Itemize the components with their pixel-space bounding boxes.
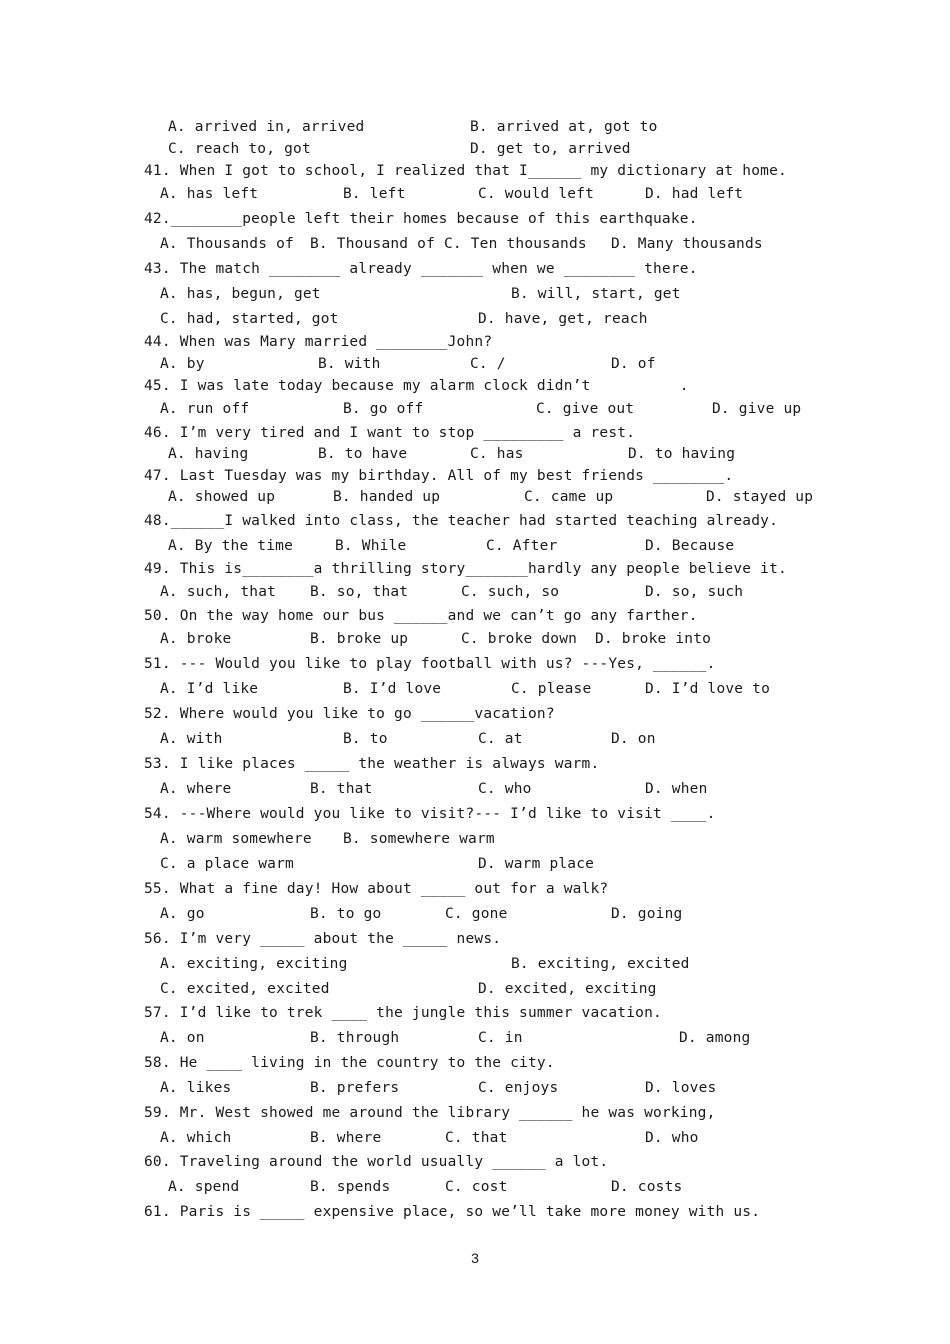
answer-option: C. please bbox=[511, 681, 592, 697]
answer-option: A. on bbox=[160, 1030, 205, 1046]
question-text: 46. I’m very tired and I want to stop _________ a rest. bbox=[144, 425, 636, 441]
answer-option: A. I’d like bbox=[160, 681, 259, 697]
answer-option: C. who bbox=[478, 781, 532, 797]
answer-option: C. at bbox=[478, 731, 523, 747]
answer-option: A. where bbox=[160, 781, 232, 797]
answer-option: D. on bbox=[611, 731, 656, 747]
answer-option: B. prefers bbox=[310, 1080, 400, 1096]
answer-option: B. with bbox=[318, 356, 381, 372]
answer-option: D. give up bbox=[712, 401, 802, 417]
question-text: 44. When was Mary married ________John? bbox=[144, 334, 493, 350]
answer-option: B. where bbox=[310, 1130, 382, 1146]
answer-option: B. somewhere warm bbox=[343, 831, 495, 847]
answer-option: C. After bbox=[486, 538, 558, 554]
answer-option: D. I’d love to bbox=[645, 681, 771, 697]
answer-option: C. gone bbox=[445, 906, 508, 922]
answer-option: A. arrived in, arrived bbox=[168, 119, 365, 135]
answer-option: D. so, such bbox=[645, 584, 744, 600]
answer-option: A. showed up bbox=[168, 489, 276, 505]
answer-option: A. which bbox=[160, 1130, 232, 1146]
answer-option: D. Many thousands bbox=[611, 236, 763, 252]
answer-option: D. have, get, reach bbox=[478, 311, 648, 327]
answer-option: A. having bbox=[168, 446, 249, 462]
answer-option: B. through bbox=[310, 1030, 400, 1046]
answer-option: B. that bbox=[310, 781, 373, 797]
answer-option: C. enjoys bbox=[478, 1080, 559, 1096]
answer-option: D. had left bbox=[645, 186, 744, 202]
answer-option: C. had, started, got bbox=[160, 311, 339, 327]
answer-option: A. Thousands of bbox=[160, 236, 294, 252]
answer-option: C. came up bbox=[524, 489, 614, 505]
question-text: 43. The match ________ already _______ when we ________ there. bbox=[144, 261, 698, 277]
answer-option: B. left bbox=[343, 186, 406, 202]
answer-option: A. go bbox=[160, 906, 205, 922]
answer-option: B. go off bbox=[343, 401, 424, 417]
answer-option: B. I’d love bbox=[343, 681, 442, 697]
answer-option: B. arrived at, got to bbox=[470, 119, 658, 135]
answer-option: D. excited, exciting bbox=[478, 981, 657, 997]
answer-option: D. among bbox=[679, 1030, 751, 1046]
answer-option: B. handed up bbox=[333, 489, 441, 505]
question-text: 54. ---Where would you like to visit?--- I’d like to visit ____. bbox=[144, 806, 716, 822]
answer-option: B. exciting, excited bbox=[511, 956, 690, 972]
answer-option: A. By the time bbox=[168, 538, 294, 554]
answer-option: C. that bbox=[445, 1130, 508, 1146]
question-text: 59. Mr. West showed me around the library ______ he was working, bbox=[144, 1105, 716, 1121]
question-text: 47. Last Tuesday was my birthday. All of my best friends ________. bbox=[144, 468, 734, 484]
question-text: 61. Paris is _____ expensive place, so we’ll take more money with us. bbox=[144, 1204, 761, 1220]
answer-option: D. get to, arrived bbox=[470, 141, 631, 157]
answer-option: A. with bbox=[160, 731, 223, 747]
answer-option: C. in bbox=[478, 1030, 523, 1046]
answer-option: C. reach to, got bbox=[168, 141, 311, 157]
question-text: 45. I was late today because my alarm clock didn’t . bbox=[144, 378, 689, 394]
answer-option: A. spend bbox=[168, 1179, 240, 1195]
answer-option: C. would left bbox=[478, 186, 595, 202]
question-text: 58. He ____ living in the country to the city. bbox=[144, 1055, 555, 1071]
answer-option: D. loves bbox=[645, 1080, 717, 1096]
answer-option: B. While bbox=[335, 538, 407, 554]
answer-option: A. warm somewhere bbox=[160, 831, 312, 847]
answer-option: C. a place warm bbox=[160, 856, 294, 872]
question-text: 60. Traveling around the world usually ______ a lot. bbox=[144, 1154, 609, 1170]
question-text: 53. I like places _____ the weather is always warm. bbox=[144, 756, 600, 772]
answer-option: B. to bbox=[343, 731, 388, 747]
page-number: 3 bbox=[471, 1250, 479, 1266]
question-text: 57. I’d like to trek ____ the jungle this summer vacation. bbox=[144, 1005, 662, 1021]
question-text: 56. I’m very _____ about the _____ news. bbox=[144, 931, 502, 947]
answer-option: A. has left bbox=[160, 186, 259, 202]
answer-option: D. costs bbox=[611, 1179, 683, 1195]
answer-option: C. such, so bbox=[461, 584, 560, 600]
answer-option: D. going bbox=[611, 906, 683, 922]
answer-option: B. broke up bbox=[310, 631, 409, 647]
answer-option: C. cost bbox=[445, 1179, 508, 1195]
answer-option: A. has, begun, get bbox=[160, 286, 321, 302]
answer-option: C. / bbox=[470, 356, 506, 372]
answer-option: C. broke down bbox=[461, 631, 578, 647]
answer-option: C. excited, excited bbox=[160, 981, 330, 997]
answer-option: B. to go bbox=[310, 906, 382, 922]
question-text: 41. When I got to school, I realized that I______ my dictionary at home. bbox=[144, 163, 787, 179]
answer-option: A. exciting, exciting bbox=[160, 956, 348, 972]
question-text: 52. Where would you like to go ______vacation? bbox=[144, 706, 555, 722]
answer-option: D. to having bbox=[628, 446, 736, 462]
question-text: 49. This is________a thrilling story_______hardly any people believe it. bbox=[144, 561, 787, 577]
answer-option: D. of bbox=[611, 356, 656, 372]
answer-option: A. likes bbox=[160, 1080, 232, 1096]
question-text: 51. --- Would you like to play football with us? ---Yes, ______. bbox=[144, 656, 716, 672]
answer-option: D. stayed up bbox=[706, 489, 814, 505]
question-text: 50. On the way home our bus ______and we can’t go any farther. bbox=[144, 608, 698, 624]
answer-option: B. spends bbox=[310, 1179, 391, 1195]
answer-option: B. Thousand of C. Ten thousands bbox=[310, 236, 587, 252]
answer-option: D. when bbox=[645, 781, 708, 797]
answer-option: C. has bbox=[470, 446, 524, 462]
question-text: 42.________people left their homes because of this earthquake. bbox=[144, 211, 698, 227]
answer-option: B. so, that bbox=[310, 584, 409, 600]
answer-option: C. give out bbox=[536, 401, 635, 417]
answer-option: D. warm place bbox=[478, 856, 595, 872]
answer-option: D. broke into bbox=[595, 631, 712, 647]
answer-option: B. will, start, get bbox=[511, 286, 681, 302]
question-text: 55. What a fine day! How about _____ out for a walk? bbox=[144, 881, 609, 897]
answer-option: B. to have bbox=[318, 446, 408, 462]
answer-option: A. by bbox=[160, 356, 205, 372]
answer-option: A. run off bbox=[160, 401, 250, 417]
answer-option: A. such, that bbox=[160, 584, 277, 600]
question-text: 48.______I walked into class, the teacher had started teaching already. bbox=[144, 513, 779, 529]
answer-option: A. broke bbox=[160, 631, 232, 647]
answer-option: D. Because bbox=[645, 538, 735, 554]
answer-option: D. who bbox=[645, 1130, 699, 1146]
